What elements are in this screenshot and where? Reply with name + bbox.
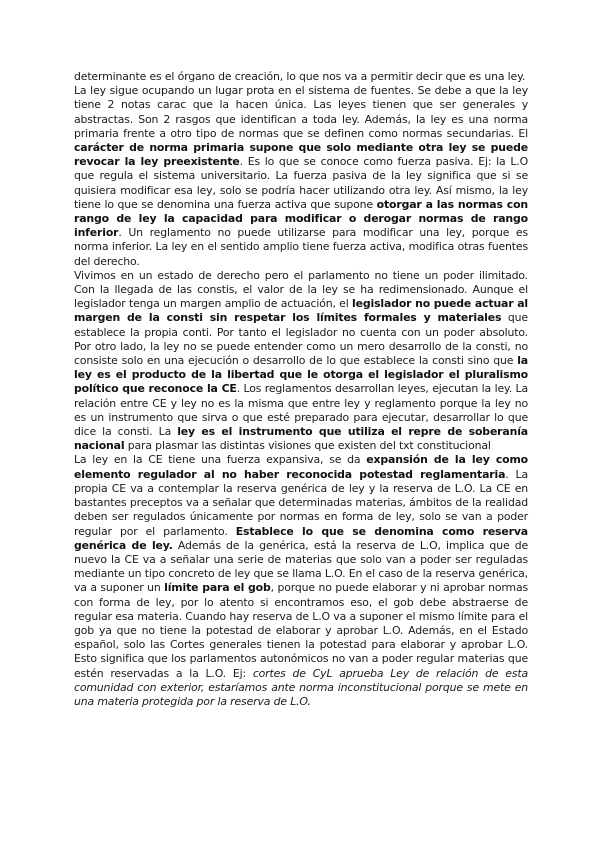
bold-text: la ley es el producto de la libertad que le otorga el legislador el pluralismo político que reconoce la CE bbox=[74, 354, 528, 396]
bold-text: ley es el instrumento que utiliza el repre de soberanía nacional bbox=[74, 425, 528, 453]
text-run: determinante es el órgano de creación, lo que nos va a permitir decir que es una ley. bbox=[74, 70, 526, 83]
paragraph bbox=[74, 84, 528, 269]
text-run: La ley en la CE tiene una fuerza expansiva, se da bbox=[74, 453, 367, 467]
italic-text: cortes de CyL aprueba Ley de relación de esta comunidad con exterior, estaríamos ante norma inconstitucional porque se mete en una materia protegida por la reserva de L.O. bbox=[74, 666, 528, 708]
text-run: para plasmar las distintas visiones que existen del txt constitucional bbox=[124, 439, 491, 453]
document-page bbox=[74, 70, 528, 709]
text-run: . Los reglamentos desarrollan leyes, ejecutan la ley. La relación entre CE y ley no es la misma que entre ley y reglamento porque la ley no es un instrumento que sirva o que esté preparado para ejecutar, desarrollar lo que dice la consti. La bbox=[74, 382, 528, 439]
bold-text: legislador no puede actuar al margen de la consti sin respetar los límites formales y materiales bbox=[74, 297, 528, 325]
bold-text: expansión de la ley como elemento regulador al no haber reconocida potestad reglamentaria bbox=[74, 453, 528, 481]
text-run: que establece la propia conti. Por tanto el legislador no cuenta con un poder absoluto. Por otro lado, la ley no se puede entender como un mero desarrollo de la consti, no consiste solo en una ejecución o desarrollo de lo que establece la consti sino que bbox=[74, 311, 528, 368]
bold-text: Establece lo que se denomina como reserva genérica de ley. bbox=[74, 524, 528, 552]
bold-text: carácter de norma primaria supone que solo mediante otra ley se puede revocar la ley preexistente bbox=[74, 141, 528, 169]
text-run: . La propia CE va a contemplar la reserva genérica de ley y la reserva de L.O. La CE en bastantes preceptos va a señalar que determinadas materias, ámbitos de la realidad deben ser regulados únicamente por normas en forma de ley, solo se van a poder regular por el parlamento. bbox=[74, 467, 528, 538]
paragraph bbox=[74, 453, 528, 709]
text-run: , porque no puede elaborar y ni aprobar normas con forma de ley, por lo atento si encontramos eso, el gob debe abstraerse de regular esa materia. Cuando hay reserva de L.O va a suponer el mismo límite para el gob ya que no tiene la potestad de elaborar y aprobar L.O. Además, en el Estado español, solo las Cortes generales tienen la potestad para elaborar y aprobar L.O. Esto significa que los parlamentos autonómicos no van a poder regular materias que estén reservadas a la L.O. Ej: bbox=[74, 581, 528, 680]
bold-text: otorgar a las normas con rango de ley la capacidad para modificar o derogar normas de rango inferior bbox=[74, 197, 528, 240]
text-run: Además de la genérica, está la reserva de L.O, implica que de nuevo la CE va a señalar una serie de materias que solo van a poder ser reguladas mediante un tipo concreto de ley que se llama L.O. En el caso de la reserva genérica, va a suponer un bbox=[74, 538, 529, 595]
bold-text: límite para el gob bbox=[164, 581, 271, 595]
text-run: Vivimos en un estado de derecho pero el parlamento no tiene un poder ilimitado. Con la llegada de las constis, el valor de la ley se ha redimensionado. Aunque el legislador tenga un margen amplio de actuación, el bbox=[74, 268, 528, 311]
text-run: . Es lo que se conoce como fuerza pasiva. Ej: la L.O que regula el sistema universitario. La fuerza pasiva de la ley significa que si se quisiera modificar esa ley, solo se podría hacer utilizando otra ley. Así mismo, la ley tiene lo que se denomina una fuerza activa que supone bbox=[74, 155, 528, 211]
text-run: . Un reglamento no puede utilizarse para modificar una ley, porque es norma inferior. La ley en el sentido amplio tiene fuerza activa, modifica otras fuentes del derecho. bbox=[74, 226, 528, 268]
paragraph bbox=[74, 269, 528, 454]
paragraph bbox=[74, 70, 528, 84]
text-run: La ley sigue ocupando un lugar prota en el sistema de fuentes. Se debe a que la ley tiene 2 notas carac que la hacen única. Las leyes tienen que ser generales y abstractas. Son 2 rasgos que identifican a toda ley. Además, la ley es una norma primaria frente a otro tipo de normas que se definen como normas secundarias. El bbox=[74, 84, 528, 140]
